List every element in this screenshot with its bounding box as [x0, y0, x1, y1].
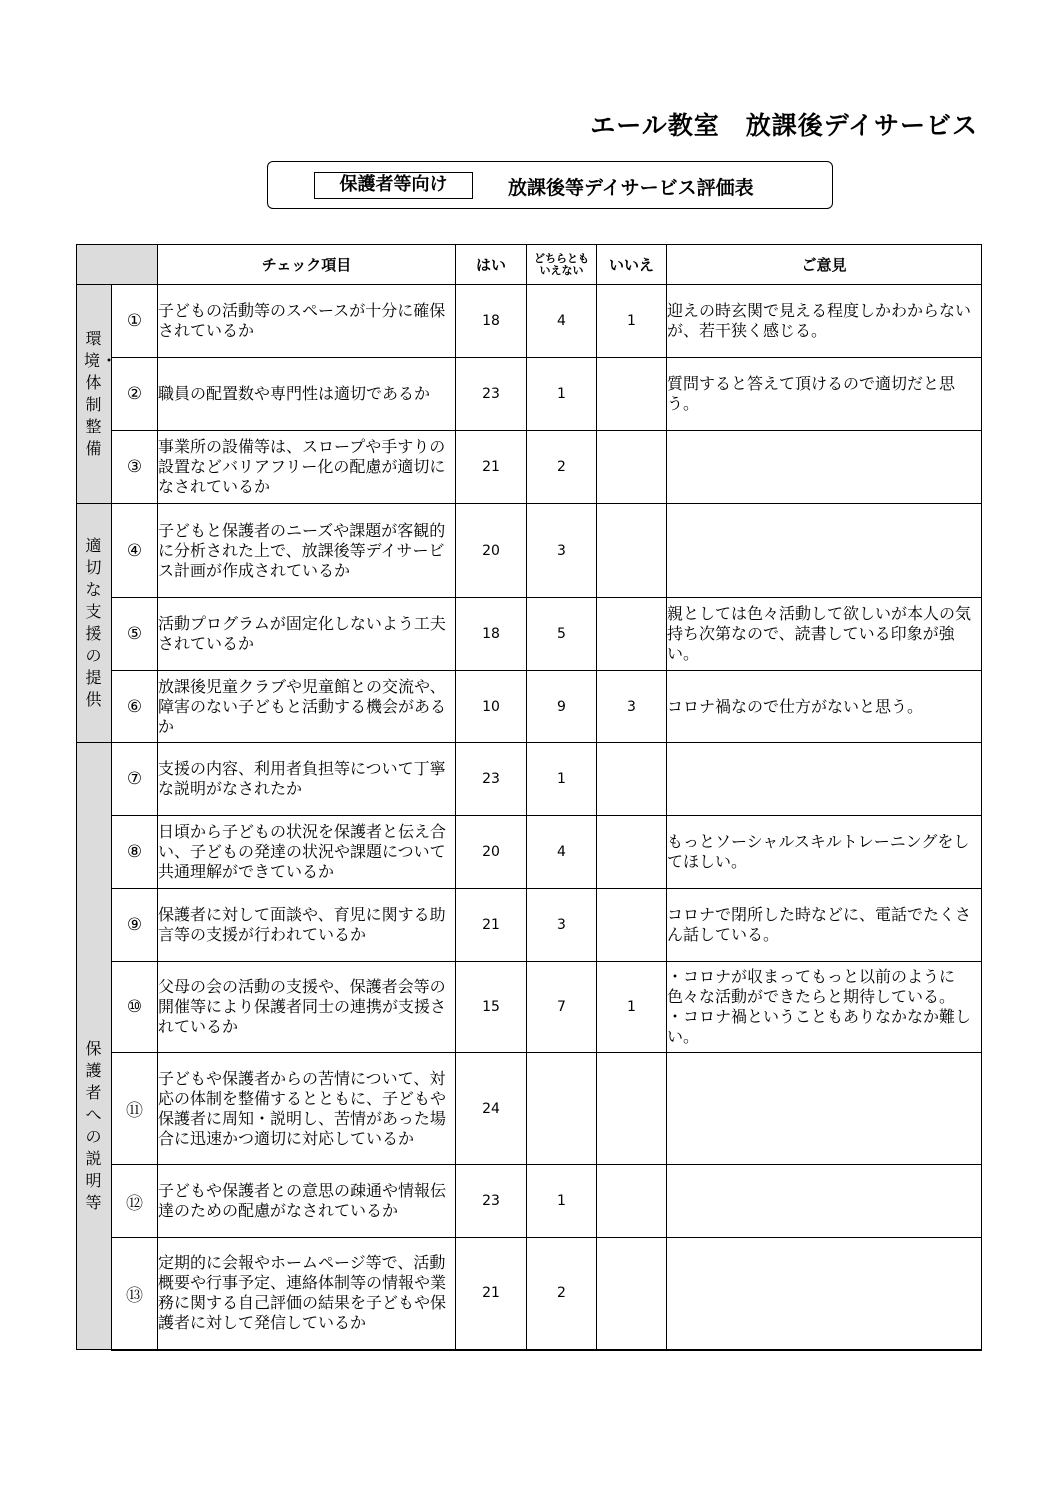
item-number: ② [112, 358, 158, 431]
count-no [597, 1238, 667, 1350]
evaluation-table [76, 244, 982, 1351]
table-row [77, 504, 982, 598]
header-corner-cell [77, 245, 158, 285]
column-header-yes: はい [456, 245, 527, 285]
count-neither: 7 [527, 962, 597, 1053]
category-label: 環境・体制整備 [84, 329, 119, 458]
count-neither: 3 [527, 889, 597, 962]
column-header-no: いいえ [597, 245, 667, 285]
table-header-row [77, 245, 982, 285]
count-no [597, 743, 667, 816]
count-yes: 20 [456, 816, 527, 889]
item-number: ⑫ [112, 1165, 158, 1238]
audience-label: 保護者等向け [314, 172, 473, 199]
item-number: ⑥ [112, 671, 158, 743]
count-no: 1 [597, 962, 667, 1053]
count-no: 1 [597, 285, 667, 358]
comment-cell: 迎えの時玄関で見える程度しかわからないが、若干狭く感じる。 [667, 285, 982, 358]
count-yes: 21 [456, 1238, 527, 1350]
count-neither: 1 [527, 1165, 597, 1238]
item-question: 子どもの活動等のスペースが十分に確保されているか [158, 285, 456, 358]
category-cell-support [77, 504, 112, 743]
item-question: 父母の会の活動の支援や、保護者会等の開催等により保護者同士の連携が支援されているか [158, 962, 456, 1053]
count-yes: 21 [456, 889, 527, 962]
form-title: 放課後等デイサービス評価表 [508, 177, 754, 199]
comment-cell [667, 431, 982, 504]
item-number: ⑬ [112, 1238, 158, 1350]
table-row [77, 285, 982, 358]
count-yes: 18 [456, 598, 527, 671]
item-question: 子どもと保護者のニーズや課題が客観的に分析された上で、放課後等デイサービス計画が作成されているか [158, 504, 456, 598]
item-number: ⑧ [112, 816, 158, 889]
count-no [597, 816, 667, 889]
item-number: ⑤ [112, 598, 158, 671]
count-yes: 24 [456, 1053, 527, 1165]
item-number: ⑪ [112, 1053, 158, 1165]
item-number: ⑨ [112, 889, 158, 962]
column-header-neither: どちらとも いえない [527, 245, 597, 285]
count-neither: 1 [527, 358, 597, 431]
item-question: 支援の内容、利用者負担等について丁寧な説明がなされたか [158, 743, 456, 816]
table-row [77, 889, 982, 962]
org-title: エール教室 放課後デイサービス [590, 111, 978, 140]
table-row [77, 431, 982, 504]
table-row [77, 671, 982, 743]
count-yes: 23 [456, 1165, 527, 1238]
column-header-comment: ご意見 [667, 245, 982, 285]
item-question: 日頃から子どもの状況を保護者と伝え合い、子どもの発達の状況や課題について共通理解ができているか [158, 816, 456, 889]
comment-cell: ・コロナが収まってもっと以前のように 色々な活動ができたらと期待している。 ・コロナ禍ということもありなかなか難しい。 [667, 962, 982, 1053]
count-yes: 23 [456, 743, 527, 816]
item-number: ③ [112, 431, 158, 504]
item-number: ⑩ [112, 962, 158, 1053]
comment-cell [667, 1053, 982, 1165]
comment-cell [667, 504, 982, 598]
table-row [77, 1053, 982, 1165]
count-no [597, 598, 667, 671]
item-question: 定期的に会報やホームページ等で、活動概要や行事予定、連絡体制等の情報や業務に関する自己評価の結果を子どもや保護者に対して発信しているか [158, 1238, 456, 1350]
item-question: 放課後児童クラブや児童館との交流や、障害のない子どもと活動する機会があるか [158, 671, 456, 743]
category-label: 保護者への説明等 [85, 1039, 103, 1212]
count-neither: 5 [527, 598, 597, 671]
title-box [267, 161, 833, 209]
item-question: 子どもや保護者からの苦情について、対応の体制を整備するとともに、子どもや保護者に周知・説明し、苦情があった場合に迅速かつ適切に対応しているか [158, 1053, 456, 1165]
comment-cell: 質問すると答えて頂けるので適切だと思う。 [667, 358, 982, 431]
comment-cell [667, 743, 982, 816]
count-neither: 3 [527, 504, 597, 598]
count-neither: 1 [527, 743, 597, 816]
count-no: 3 [597, 671, 667, 743]
comment-cell: 親としては色々活動して欲しいが本人の気持ち次第なので、読書している印象が強い。 [667, 598, 982, 671]
table-row [77, 358, 982, 431]
item-question: 子どもや保護者との意思の疎通や情報伝達のための配慮がなされているか [158, 1165, 456, 1238]
table-row [77, 962, 982, 1053]
item-question: 活動プログラムが固定化しないよう工夫されているか [158, 598, 456, 671]
category-cell-explanation [77, 743, 112, 1350]
table-row [77, 743, 982, 816]
count-neither [527, 1053, 597, 1165]
comment-cell: コロナ禍なので仕方がないと思う。 [667, 671, 982, 743]
count-neither: 4 [527, 285, 597, 358]
comment-cell: もっとソーシャルスキルトレーニングをしてほしい。 [667, 816, 982, 889]
count-no [597, 1165, 667, 1238]
item-number: ⑦ [112, 743, 158, 816]
table-row [77, 1238, 982, 1350]
comment-cell [667, 1238, 982, 1350]
count-no [597, 431, 667, 504]
item-question: 事業所の設備等は、スロープや手すりの設置などバリアフリー化の配慮が適切になされているか [158, 431, 456, 504]
count-yes: 23 [456, 358, 527, 431]
count-no [597, 1053, 667, 1165]
comment-cell [667, 1165, 982, 1238]
count-yes: 20 [456, 504, 527, 598]
table-row [77, 1165, 982, 1238]
count-no [597, 889, 667, 962]
comment-cell: コロナで閉所した時などに、電話でたくさん話している。 [667, 889, 982, 962]
count-neither: 2 [527, 1238, 597, 1350]
count-yes: 18 [456, 285, 527, 358]
table-row [77, 816, 982, 889]
count-yes: 21 [456, 431, 527, 504]
item-question: 保護者に対して面談や、育児に関する助言等の支援が行われているか [158, 889, 456, 962]
category-label: 適切な支援の提供 [85, 536, 103, 709]
item-number: ④ [112, 504, 158, 598]
count-yes: 10 [456, 671, 527, 743]
item-number: ① [112, 285, 158, 358]
count-no [597, 358, 667, 431]
count-neither: 2 [527, 431, 597, 504]
category-cell-environment [77, 285, 119, 504]
count-neither: 4 [527, 816, 597, 889]
table-row [77, 598, 982, 671]
count-no [597, 504, 667, 598]
count-neither: 9 [527, 671, 597, 743]
column-header-item: チェック項目 [158, 245, 456, 285]
count-yes: 15 [456, 962, 527, 1053]
item-question: 職員の配置数や専門性は適切であるか [158, 358, 456, 431]
